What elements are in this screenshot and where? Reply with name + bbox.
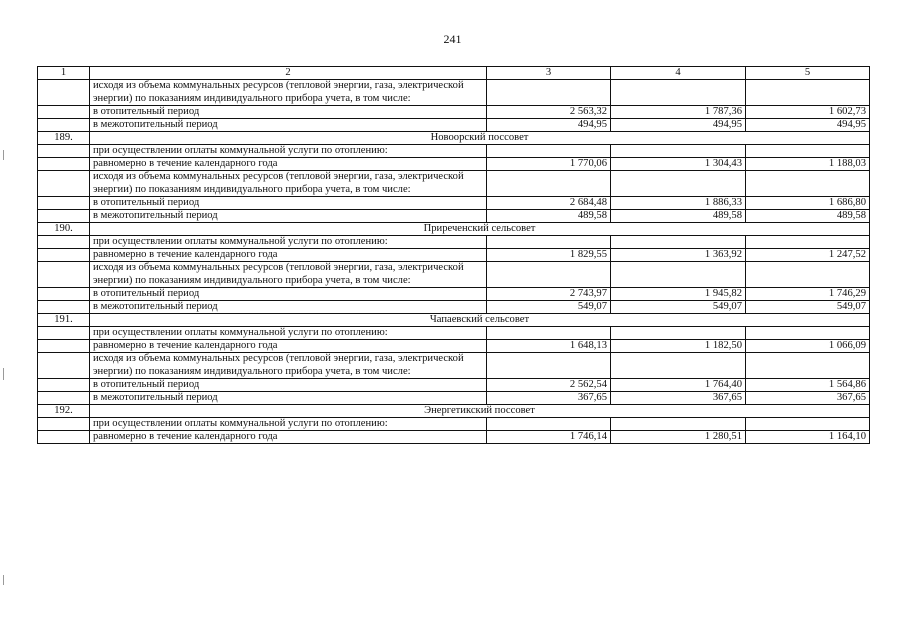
- row-description: в отопительный период: [90, 379, 487, 392]
- row-number: [38, 158, 90, 171]
- value-col-4: [611, 418, 746, 431]
- value-col-5: [746, 80, 870, 106]
- row-number: [38, 431, 90, 444]
- row-number: [38, 249, 90, 262]
- scan-artifact: [3, 368, 4, 380]
- value-col-3: [487, 145, 611, 158]
- value-col-5: [746, 353, 870, 379]
- row-description: в отопительный период: [90, 106, 487, 119]
- table-row: [38, 119, 870, 132]
- value-col-5: [746, 262, 870, 288]
- row-description: при осуществлении оплаты коммунальной услуги по отоплению:: [90, 236, 487, 249]
- value-col-4: [611, 262, 746, 288]
- section-row: [38, 132, 870, 145]
- table-row: [38, 353, 870, 379]
- table-row: [38, 392, 870, 405]
- table-row: [38, 106, 870, 119]
- column-header: 4: [611, 67, 746, 80]
- row-number: 191.: [38, 314, 90, 327]
- row-number: [38, 106, 90, 119]
- value-col-3: 1 829,55: [487, 249, 611, 262]
- value-col-5: [746, 236, 870, 249]
- value-col-4: 1 182,50: [611, 340, 746, 353]
- table-body: [38, 67, 870, 444]
- value-col-3: 367,65: [487, 392, 611, 405]
- value-col-5: 1 746,29: [746, 288, 870, 301]
- row-description: в межотопительный период: [90, 210, 487, 223]
- section-title: Приреченский сельсовет: [90, 223, 870, 236]
- value-col-3: 2 684,48: [487, 197, 611, 210]
- row-number: [38, 418, 90, 431]
- value-col-4: 1 363,92: [611, 249, 746, 262]
- value-col-4: 494,95: [611, 119, 746, 132]
- table-row: [38, 236, 870, 249]
- table-row: [38, 301, 870, 314]
- row-description: при осуществлении оплаты коммунальной услуги по отоплению:: [90, 418, 487, 431]
- table-row: [38, 262, 870, 288]
- value-col-3: 2 743,97: [487, 288, 611, 301]
- row-description: в отопительный период: [90, 197, 487, 210]
- column-header: 1: [38, 67, 90, 80]
- value-col-4: 1 304,43: [611, 158, 746, 171]
- tariff-table: [37, 66, 870, 444]
- scan-artifact: [3, 150, 4, 160]
- row-description: исходя из объема коммунальных ресурсов (тепловой энергии, газа, электрической энергии) по показаниям индивидуального прибора учета, в том числе:: [90, 353, 487, 379]
- row-number: [38, 171, 90, 197]
- row-description: в межотопительный период: [90, 119, 487, 132]
- table-row: [38, 210, 870, 223]
- value-col-5: [746, 418, 870, 431]
- row-number: [38, 236, 90, 249]
- row-description: исходя из объема коммунальных ресурсов (тепловой энергии, газа, электрической энергии) по показаниям индивидуального прибора учета, в том числе:: [90, 80, 487, 106]
- table-row: [38, 158, 870, 171]
- column-header: 2: [90, 67, 487, 80]
- value-col-4: 489,58: [611, 210, 746, 223]
- table-row: [38, 431, 870, 444]
- value-col-5: 1 188,03: [746, 158, 870, 171]
- table-row: [38, 80, 870, 106]
- value-col-4: 1 886,33: [611, 197, 746, 210]
- value-col-4: 549,07: [611, 301, 746, 314]
- value-col-5: 1 247,52: [746, 249, 870, 262]
- section-row: [38, 223, 870, 236]
- value-col-3: [487, 418, 611, 431]
- row-number: 192.: [38, 405, 90, 418]
- value-col-5: [746, 171, 870, 197]
- value-col-3: 489,58: [487, 210, 611, 223]
- value-col-4: 1 280,51: [611, 431, 746, 444]
- section-title: Чапаевский сельсовет: [90, 314, 870, 327]
- row-number: [38, 327, 90, 340]
- table-row: [38, 145, 870, 158]
- row-description: в межотопительный период: [90, 301, 487, 314]
- section-row: [38, 314, 870, 327]
- value-col-3: 2 563,32: [487, 106, 611, 119]
- table-row: [38, 197, 870, 210]
- value-col-4: 1 787,36: [611, 106, 746, 119]
- row-number: [38, 301, 90, 314]
- section-row: [38, 405, 870, 418]
- value-col-4: [611, 145, 746, 158]
- value-col-3: 494,95: [487, 119, 611, 132]
- value-col-3: 549,07: [487, 301, 611, 314]
- row-number: [38, 262, 90, 288]
- row-number: [38, 145, 90, 158]
- table-row: [38, 288, 870, 301]
- value-col-3: 2 562,54: [487, 379, 611, 392]
- page-number: 241: [443, 32, 462, 46]
- table-row: [38, 171, 870, 197]
- value-col-5: 1 602,73: [746, 106, 870, 119]
- value-col-5: 549,07: [746, 301, 870, 314]
- row-description: при осуществлении оплаты коммунальной услуги по отоплению:: [90, 327, 487, 340]
- value-col-3: [487, 80, 611, 106]
- value-col-3: [487, 327, 611, 340]
- row-number: [38, 392, 90, 405]
- value-col-5: 367,65: [746, 392, 870, 405]
- value-col-3: [487, 353, 611, 379]
- row-number: [38, 379, 90, 392]
- value-col-5: 1 066,09: [746, 340, 870, 353]
- value-col-3: [487, 171, 611, 197]
- row-description: равномерно в течение календарного года: [90, 158, 487, 171]
- row-number: [38, 197, 90, 210]
- row-number: [38, 210, 90, 223]
- column-header: 5: [746, 67, 870, 80]
- table-row: [38, 418, 870, 431]
- row-description: исходя из объема коммунальных ресурсов (тепловой энергии, газа, электрической энергии) по показаниям индивидуального прибора учета, в том числе:: [90, 262, 487, 288]
- value-col-4: 1 945,82: [611, 288, 746, 301]
- column-header: 3: [487, 67, 611, 80]
- row-number: [38, 340, 90, 353]
- value-col-5: 494,95: [746, 119, 870, 132]
- row-description: равномерно в течение календарного года: [90, 249, 487, 262]
- value-col-5: 1 164,10: [746, 431, 870, 444]
- table-header-row: [38, 67, 870, 80]
- value-col-5: [746, 145, 870, 158]
- row-number: 189.: [38, 132, 90, 145]
- value-col-4: 367,65: [611, 392, 746, 405]
- value-col-3: [487, 262, 611, 288]
- value-col-4: [611, 171, 746, 197]
- row-description: равномерно в течение календарного года: [90, 340, 487, 353]
- table-row: [38, 340, 870, 353]
- value-col-4: [611, 327, 746, 340]
- row-number: [38, 353, 90, 379]
- value-col-3: 1 746,14: [487, 431, 611, 444]
- value-col-4: [611, 353, 746, 379]
- row-number: [38, 288, 90, 301]
- value-col-4: [611, 80, 746, 106]
- table-row: [38, 379, 870, 392]
- row-description: при осуществлении оплаты коммунальной услуги по отоплению:: [90, 145, 487, 158]
- value-col-3: 1 770,06: [487, 158, 611, 171]
- row-number: [38, 119, 90, 132]
- scan-artifact: [3, 575, 4, 585]
- row-description: исходя из объема коммунальных ресурсов (тепловой энергии, газа, электрической энергии) по показаниям индивидуального прибора учета, в том числе:: [90, 171, 487, 197]
- section-title: Энергетикский поссовет: [90, 405, 870, 418]
- section-title: Новоорский поссовет: [90, 132, 870, 145]
- value-col-5: 489,58: [746, 210, 870, 223]
- row-number: 190.: [38, 223, 90, 236]
- row-description: в межотопительный период: [90, 392, 487, 405]
- table-row: [38, 327, 870, 340]
- value-col-3: [487, 236, 611, 249]
- value-col-5: 1 686,80: [746, 197, 870, 210]
- value-col-4: [611, 236, 746, 249]
- row-description: в отопительный период: [90, 288, 487, 301]
- value-col-4: 1 764,40: [611, 379, 746, 392]
- row-number: [38, 80, 90, 106]
- value-col-5: 1 564,86: [746, 379, 870, 392]
- row-description: равномерно в течение календарного года: [90, 431, 487, 444]
- value-col-3: 1 648,13: [487, 340, 611, 353]
- value-col-5: [746, 327, 870, 340]
- table-row: [38, 249, 870, 262]
